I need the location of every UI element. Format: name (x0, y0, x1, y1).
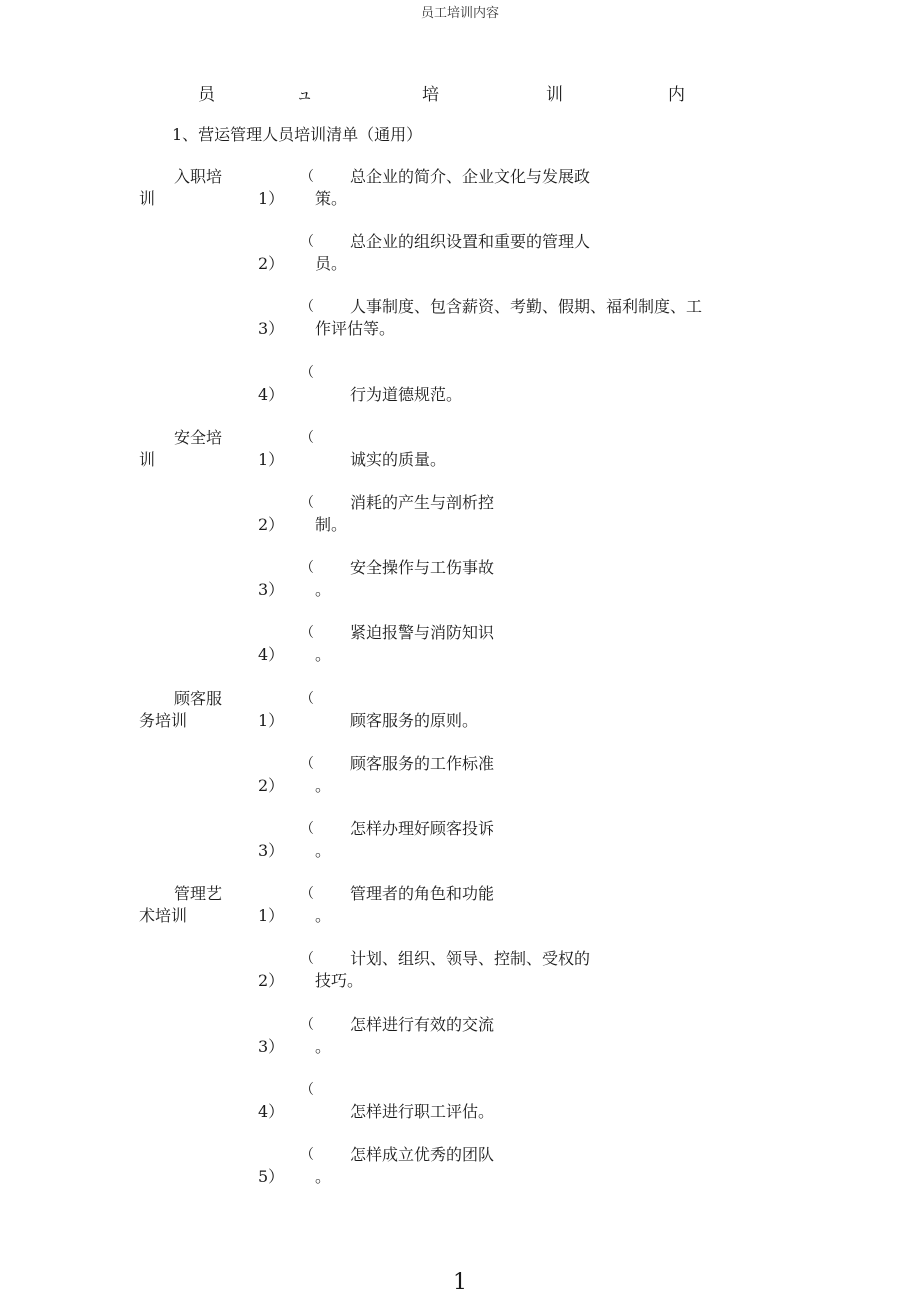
item-text-cont: 。 (315, 841, 332, 860)
category-label: 入职培 (174, 167, 223, 186)
category-label-cont: 术培训 (139, 906, 188, 925)
category-label: 安全培 (174, 428, 223, 447)
item-paren: （ (300, 821, 314, 837)
item-text: 安全操作与工伤事故 (350, 558, 495, 577)
item-paren: （ (300, 756, 314, 772)
title-char-1: 员 (198, 85, 215, 105)
item-number: 1） (258, 189, 285, 208)
item-paren: （ (300, 495, 314, 511)
item-number: 4） (258, 645, 285, 664)
item-paren: （ (300, 169, 314, 185)
item-number: 3） (258, 580, 285, 599)
item-paren: （ (300, 365, 314, 381)
item-text: 总企业的组织设置和重要的管理人 (350, 232, 591, 251)
item-number: 1） (258, 711, 285, 730)
item-text: 顾客服务的原则。 (350, 711, 479, 730)
item-text: 管理者的角色和功能 (350, 884, 495, 903)
title-char-3: 培 (422, 85, 439, 105)
title-char-5: 内 (668, 85, 685, 105)
item-text: 计划、组织、领导、控制、受权的 (350, 949, 591, 968)
item-number: 5） (258, 1167, 285, 1186)
item-number: 4） (258, 1102, 285, 1121)
item-text: 诚实的质量。 (350, 450, 447, 469)
item-text: 行为道德规范。 (350, 385, 463, 404)
category-label-cont: 务培训 (139, 711, 188, 730)
item-text-cont: 。 (315, 645, 332, 664)
item-text: 消耗的产生与剖析控 (350, 493, 495, 512)
item-paren: （ (300, 430, 314, 446)
item-text: 紧迫报警与消防知识 (350, 623, 495, 642)
item-number: 2） (258, 515, 285, 534)
item-text-cont: 。 (315, 906, 332, 925)
page-header: 员工培训内容 (420, 6, 499, 21)
item-number: 2） (258, 776, 285, 795)
section-heading: 1、营运管理人员培训清单（通用） (172, 125, 423, 144)
item-text-cont: 。 (315, 580, 332, 599)
item-text: 人事制度、包含薪资、考勤、假期、福利制度、工 (350, 297, 703, 316)
item-text-cont: 。 (315, 1037, 332, 1056)
item-paren: （ (300, 691, 314, 707)
item-paren: （ (300, 560, 314, 576)
item-number: 2） (258, 254, 285, 273)
item-number: 2） (258, 971, 285, 990)
item-text: 怎样办理好顾客投诉 (350, 819, 495, 838)
item-text: 怎样成立优秀的团队 (350, 1145, 495, 1164)
item-text-cont: 制。 (315, 515, 348, 534)
item-text: 总企业的简介、企业文化与发展政 (350, 167, 591, 186)
item-text: 怎样进行职工评估。 (350, 1102, 495, 1121)
category-label: 管理艺 (174, 884, 223, 903)
item-number: 1） (258, 906, 285, 925)
item-number: 3） (258, 841, 285, 860)
item-number: 4） (258, 385, 285, 404)
item-paren: （ (300, 234, 314, 250)
item-text-cont: 。 (315, 776, 332, 795)
category-label-cont: 训 (139, 189, 156, 208)
item-paren: （ (300, 1147, 314, 1163)
item-text: 怎样进行有效的交流 (350, 1015, 495, 1034)
category-label-cont: 训 (139, 450, 156, 469)
title-char-4: 训 (546, 85, 563, 105)
item-paren: （ (300, 951, 314, 967)
page-number: 1 (453, 1270, 467, 1295)
item-text-cont: 。 (315, 1167, 332, 1186)
item-text-cont: 技巧。 (315, 971, 364, 990)
item-text-cont: 员。 (315, 254, 348, 273)
item-paren: （ (300, 1017, 314, 1033)
item-paren: （ (300, 886, 314, 902)
category-label: 顾客服 (174, 689, 223, 708)
item-text: 顾客服务的工作标准 (350, 754, 495, 773)
item-paren: （ (300, 299, 314, 315)
item-number: 3） (258, 319, 285, 338)
item-text-cont: 作评估等。 (315, 319, 396, 338)
item-text-cont: 策。 (315, 189, 348, 208)
item-paren: （ (300, 1082, 314, 1098)
item-number: 3） (258, 1037, 285, 1056)
item-number: 1） (258, 450, 285, 469)
item-paren: （ (300, 625, 314, 641)
title-char-2: ュ (296, 85, 313, 105)
